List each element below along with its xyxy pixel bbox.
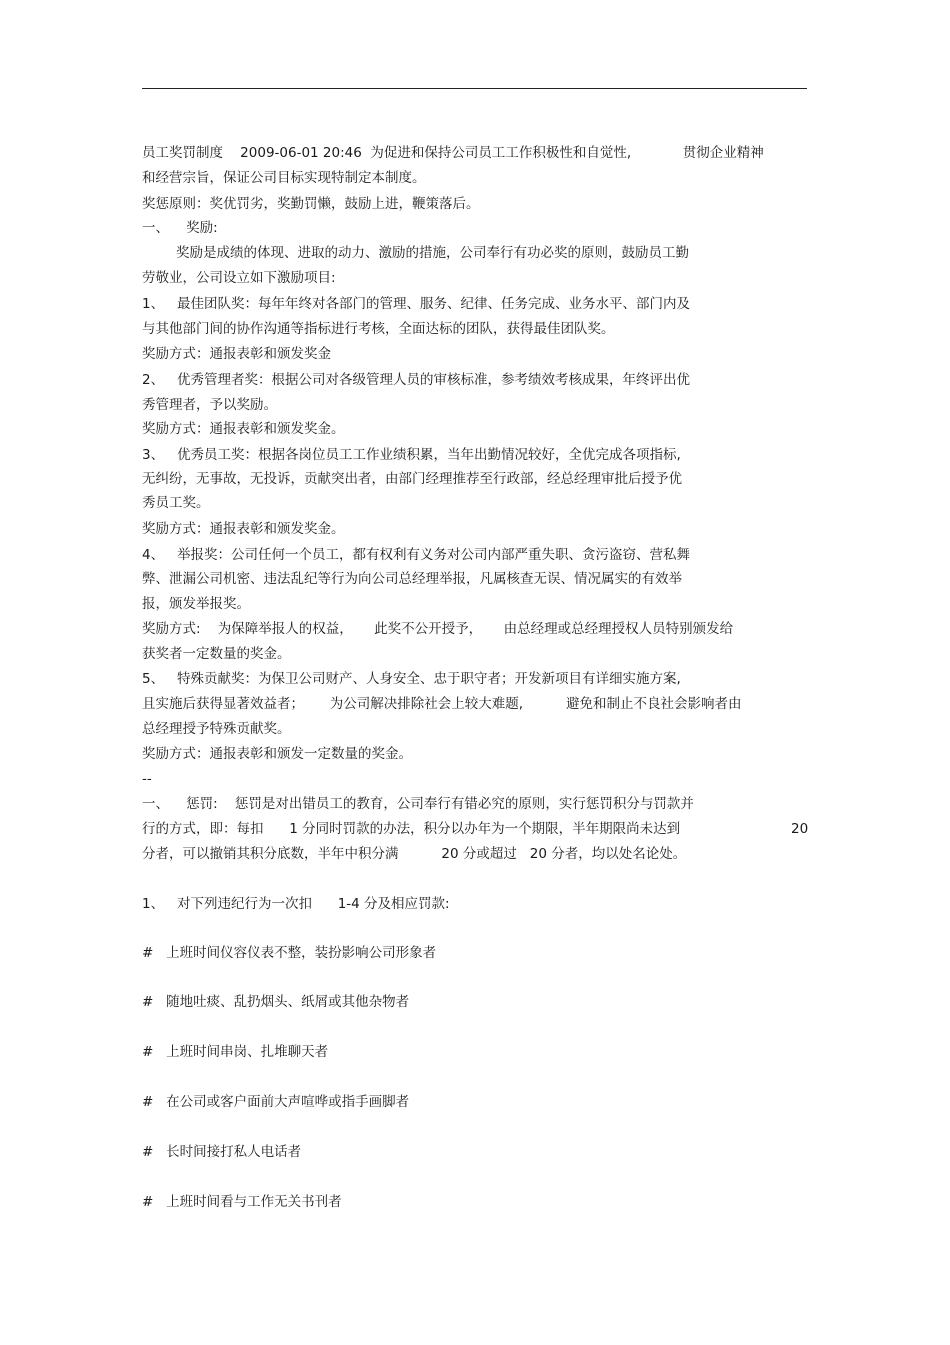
penalty-list-item: # 在公司或客户面前大声喧哗或指手画脚者 [142,1094,410,1110]
separator: -- [142,771,152,787]
reward-2-method: 奖励方式：通报表彰和颁发奖金。 [142,421,345,437]
document-title: 员工奖罚制度 [142,145,223,161]
rewards-intro-2: 劳敬业，公司设立如下激励项目: [142,270,336,286]
principle-line: 奖惩原则：奖优罚劣，奖勤罚懒，鼓励上进，鞭策落后。 [142,196,480,212]
header-rule [142,88,807,89]
reward-4-method-2: 获奖者一定数量的奖金。 [142,646,291,662]
penalty-list-item: # 随地吐痰、乱扔烟头、纸屑或其他杂物者 [142,994,410,1010]
penalty-list-item: # 长时间接打私人电话者 [142,1144,302,1160]
document-intro-line-1 [142,144,764,162]
penalties-line-3: 分者，可以撤销其积分底数，半年中积分满 20 分或超过 20 分者，均以处名论处。 [142,846,687,862]
penalty-list-item: # 上班时间仪容仪表不整，装扮影响公司形象者 [142,945,437,961]
reward-1-line-2: 与其他部门间的协作沟通等指标进行考核，全面达标的团队，获得最佳团队奖。 [142,321,615,337]
reward-5-line-2: 且实施后获得显著效益者； 为公司解决排除社会上较大难题, 避免和制止不良社会影响者由 [142,696,742,712]
document-date: 2009-06-01 20:46 [240,145,362,161]
rewards-intro-1: 奖励是成绩的体现、进取的动力、激励的措施，公司奉行有功必奖的原则，鼓励员工勤 [176,245,689,261]
reward-5-line-3: 总经理授予特殊贡献奖。 [142,721,291,737]
intro-text: 为促进和保持公司员工工作积极性和自觉性, [370,145,632,161]
reward-3-method: 奖励方式：通报表彰和颁发奖金。 [142,521,345,537]
reward-5-method: 奖励方式：通报表彰和颁发一定数量的奖金。 [142,746,412,762]
penalty-list-item: # 上班时间看与工作无关书刊者 [142,1194,342,1210]
penalty-rule-1: 1、 对下列违纪行为一次扣 1-4 分及相应罚款: [142,896,450,912]
rewards-heading: 一、 奖励: [142,220,218,236]
reward-1-line-1: 1、 最佳团队奖：每年年终对各部门的管理、服务、纪律、任务完成、业务水平、部门内及 [142,296,690,312]
reward-4-line-3: 报，颁发举报奖。 [142,596,250,612]
penalty-list-item: # 上班时间串岗、扎堆聊天者 [142,1044,329,1060]
reward-4-method-1: 奖励方式: 为保障举报人的权益， 此奖不公开授予， 由总经理或总经理授权人员特别颁发给 [142,621,734,637]
reward-4-line-1: 4、 举报奖：公司任何一个员工，都有权利有义务对公司内部严重失职、贪污盗窃、营私舞 [142,547,690,563]
reward-3-line-3: 秀员工奖。 [142,495,210,511]
intro-line-2: 和经营宗旨，保证公司目标实现特制定本制度。 [142,170,426,186]
intro-text-b: 贯彻企业精神 [682,145,764,161]
reward-3-line-1: 3、 优秀员工奖：根据各岗位员工工作业绩积累，当年出勤情况较好，全优完成各项指标, [142,447,681,463]
reward-1-method: 奖励方式：通报表彰和颁发奖金 [142,346,331,362]
reward-2-line-1: 2、 优秀管理者奖：根据公司对各级管理人员的审核标准，参考绩效考核成果，年终评出优 [142,372,690,388]
reward-5-line-1: 5、 特殊贡献奖：为保卫公司财产、人身安全、忠于职守者；开发新项目有详细实施方案, [142,671,681,687]
penalties-line-2: 行的方式，即：每扣 1 分同时罚款的办法，积分以办年为一个期限，半年期限尚未达到 [142,821,681,837]
reward-4-line-2: 弊、泄漏公司机密、违法乱纪等行为向公司总经理举报，凡属核查无误、情况属实的有效举 [142,571,682,587]
penalties-line-1: 一、 惩罚: 惩罚是对出错员工的教育，公司奉行有错必究的原则，实行惩罚积分与罚款并 [142,796,694,812]
reward-3-line-2: 无纠纷，无事故，无投诉，贡献突出者，由部门经理推荐至行政部，经总经理审批后授予优 [142,471,682,487]
penalties-line-2-end: 20 [791,821,809,837]
reward-2-line-2: 秀管理者，予以奖励。 [142,397,277,413]
